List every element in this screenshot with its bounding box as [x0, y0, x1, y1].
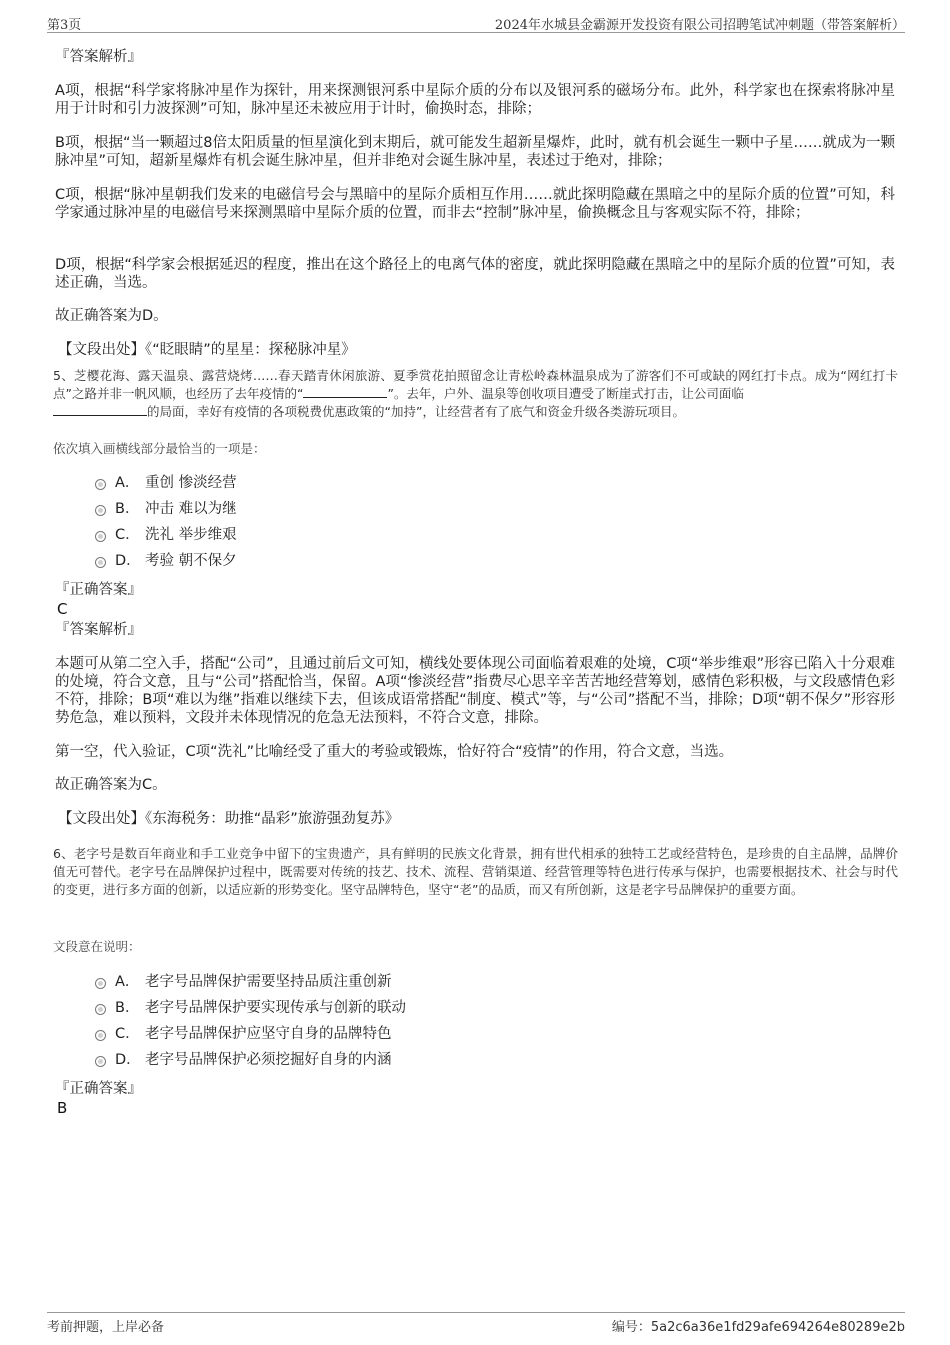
q5-analysis-label: 『答案解析』: [55, 622, 142, 638]
page-number: 第3页: [47, 18, 82, 33]
q6-option-a[interactable]: A． 老字号品牌保护需要坚持品质注重创新: [95, 973, 795, 999]
radio-button[interactable]: [95, 1030, 106, 1041]
q6-options: [95, 973, 795, 1077]
q4-source: 【文段出处】《“眨眼睛”的星星：探秘脉冲星》: [58, 342, 356, 358]
q5-analysis-first-blank: 第一空，代入验证，C项“洗礼”比喻经受了重大的考验或锻炼，恰好符合“疫情”的作用，符合文意，当选。: [55, 744, 734, 760]
q5-text-part2: ”。去年，户外、温泉等创收项目遭受了断崖式打击，让公司面临: [387, 386, 744, 401]
radio-button[interactable]: [95, 479, 106, 490]
radio-button[interactable]: [95, 505, 106, 516]
q5-options: [95, 474, 795, 578]
radio-button[interactable]: [95, 1056, 106, 1067]
radio-button[interactable]: [95, 557, 106, 568]
q5-source: 【文段出处】《东海税务：助推“晶彩”旅游强劲复苏》: [58, 811, 400, 827]
q4-analysis-c: C项，根据“脉冲星朝我们发来的电磁信号会与黑暗中的星际介质相互作用……就此探明隐藏在黑暗之中的星际介质的位置”可知，科学家通过脉冲星的电磁信号来探测黑暗中星际介质的位置，而非去“控制”脉冲星，偷换概念且与客观实际不符，排除；: [55, 187, 895, 221]
q4-analysis-a: A项，根据“科学家将脉冲星作为探针，用来探测银河系中星际介质的分布以及银河系的磁场分布。此外，科学家也在探索将脉冲星用于计时和引力波探测”可知，脉冲星还未被应用于计时，偷换时态，排除；: [55, 83, 895, 117]
page-header: [47, 12, 905, 33]
radio-button[interactable]: [95, 1004, 106, 1015]
q6-option-d[interactable]: D． 老字号品牌保护必须挖掘好自身的内涵: [95, 1051, 795, 1077]
q4-conclusion: 故正确答案为D。: [55, 308, 168, 324]
q6-question-text: 6、老字号是数百年商业和手工业竞争中留下的宝贵遗产，具有鲜明的民族文化背景，拥有世代相承的独特工艺或经营特色，是珍贵的自主品牌，品牌价值无可替代。老字号在品牌保护过程中，既需要对传统的技艺、技术、流程、营销渠道、经营管理等特色进行传承与保护，也需要根据技术、社会与时代的变更，进行多方面的创新，以适应新的形势变化。坚守品牌特色，坚守“老”的品质，而又有所创新，这是老字号品牌保护的重要方面。: [53, 846, 898, 897]
q5-option-d[interactable]: D． 考验 朝不保夕: [95, 552, 795, 578]
page-footer: [47, 1312, 905, 1335]
radio-button[interactable]: [95, 978, 106, 989]
footer-code-value: 5a2c6a36e1fd29afe694264e80289e2b: [650, 1320, 905, 1335]
q4-analysis-b: B项，根据“当一颗超过8倍太阳质量的恒星演化到末期后，就可能发生超新星爆炸，此时，就有机会诞生一颗中子星……就成为一颗脉冲星”可知，超新星爆炸有机会诞生脉冲星，但并非绝对会诞生脉冲星，表述过于绝对，排除；: [55, 135, 895, 169]
q5-conclusion: 故正确答案为C。: [55, 777, 167, 793]
q5-option-a[interactable]: A． 重创 惨淡经营: [95, 474, 795, 500]
q5-analysis-main: 本题可从第二空入手，搭配“公司”，且通过前后文可知，横线处要体现公司面临着艰难的处境，C项“举步维艰”形容已陷入十分艰难的处境，符合文意，且与“公司”搭配恰当，保留。A项“惨淡经营”指费尽心思辛辛苦苦地经营筹划，感情色彩积极，与文段感情色彩不符，排除；B项“难以为继”指难以继续下去，但该成语常搭配“制度、模式”等，与“公司”搭配不当，排除；D项“朝不保夕”形容形势危急，难以预料，文段并未体现情况的危急无法预料，不符合文意，排除。: [55, 656, 895, 726]
radio-button[interactable]: [95, 531, 106, 542]
q5-option-c[interactable]: C． 洗礼 举步维艰: [95, 526, 795, 552]
footer-code-label: 编号：: [611, 1320, 651, 1335]
q6-correct-value: B: [57, 1099, 68, 1117]
q6-prompt: 文段意在说明：: [53, 939, 141, 954]
q5-text-part1: 5、芝樱花海、露天温泉、露营烧烤……春天踏青休闲旅游、夏季赏花拍照留念让青松岭森林温泉成为了游客们不可或缺的网红打卡点。成为“网红打卡点”之路并非一帆风顺，也经历了去年疫情的“: [53, 368, 898, 401]
footer-slogan: 考前押题，上岸必备: [47, 1320, 165, 1335]
q5-question-text: [53, 367, 898, 421]
q5-correct-value: C: [57, 600, 68, 618]
q6-option-c[interactable]: C． 老字号品牌保护应坚守自身的品牌特色: [95, 1025, 795, 1051]
document-title: 2024年水城县金霸源开发投资有限公司招聘笔试冲刺题（带答案解析）: [494, 18, 905, 33]
q5-prompt: 依次填入画横线部分最恰当的一项是：: [53, 441, 266, 456]
q4-analysis-d: D项，根据“科学家会根据延迟的程度，推出在这个路径上的电离气体的密度，就此探明隐藏在黑暗之中的星际介质的位置”可知，表述正确，当选。: [55, 257, 895, 291]
footer-code: [612, 1316, 905, 1335]
q5-blank-2: [53, 403, 147, 416]
q6-correct-label: 『正确答案』: [55, 1081, 142, 1097]
q5-text-part3: 的局面，幸好有疫情的各项税费优惠政策的“加持”，让经营者有了底气和资金升级各类游玩项目。: [147, 404, 685, 419]
q5-correct-label: 『正确答案』: [55, 582, 142, 598]
q6-option-b[interactable]: B． 老字号品牌保护要实现传承与创新的联动: [95, 999, 795, 1025]
q4-analysis-label: 『答案解析』: [55, 49, 142, 65]
q5-blank-1: [303, 385, 387, 398]
q5-option-b[interactable]: B． 冲击 难以为继: [95, 500, 795, 526]
